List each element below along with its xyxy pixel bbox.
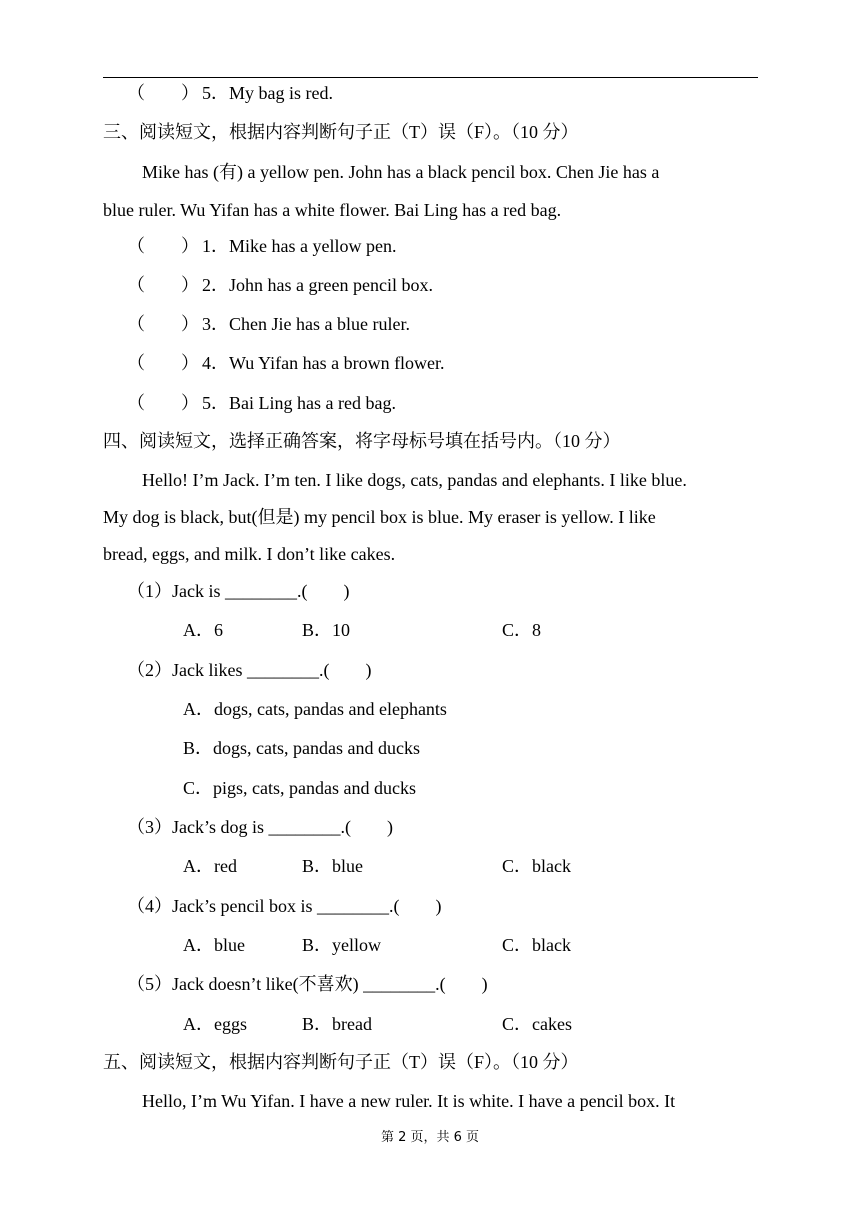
item-text: 2．John has a green pencil box.: [202, 275, 433, 295]
question-stem: （2）Jack likes ________.( ): [127, 660, 372, 680]
question-stem: （5）Jack doesn’t like(不喜欢) ________.( ): [127, 974, 488, 994]
passage-line: My dog is black, but(但是) my pencil box is blue. My eraser is yellow. I like: [103, 507, 656, 527]
answer-blank[interactable]: （ ）: [127, 314, 199, 334]
section-3-heading: 三、阅读短文，根据内容判断句子正（T）误（F）。（10 分）: [103, 122, 579, 142]
option-a: A．6: [183, 620, 223, 640]
passage-line: Mike has (有) a yellow pen. John has a black pencil box. Chen Jie has a: [142, 162, 660, 182]
option-a: A．red: [183, 856, 237, 876]
tf-item: [127, 312, 410, 336]
option-c: C．8: [502, 620, 542, 640]
section-4-heading: 四、阅读短文，选择正确答案，将字母标号填在括号内。（10 分）: [103, 431, 621, 451]
answer-blank[interactable]: （ ）: [127, 353, 199, 373]
tf-item: [127, 81, 333, 105]
option-b: B．dogs, cats, pandas and ducks: [183, 738, 420, 758]
option-c: C．cakes: [502, 1014, 572, 1034]
page-footer: 第 2 页，共 6 页: [380, 1130, 480, 1145]
passage-line: Hello, I’m Wu Yifan. I have a new ruler. It is white. I have a pencil box. It: [142, 1091, 676, 1111]
option-b: B．blue: [302, 856, 363, 876]
item-text: 5．My bag is red.: [202, 83, 333, 103]
header-rule: [103, 77, 758, 78]
item-text: 1．Mike has a yellow pen.: [202, 236, 397, 256]
tf-item: [127, 351, 445, 375]
answer-blank[interactable]: （ ）: [127, 275, 199, 295]
answer-blank[interactable]: （ ）: [127, 393, 199, 413]
answer-blank[interactable]: （ ）: [127, 83, 199, 103]
tf-item: [127, 391, 396, 415]
option-b: B．yellow: [302, 935, 381, 955]
option-a: A．blue: [183, 935, 245, 955]
answer-blank[interactable]: （ ）: [127, 236, 199, 256]
item-text: 5．Bai Ling has a red bag.: [202, 393, 396, 413]
option-a: A．eggs: [183, 1014, 247, 1034]
passage-line: Hello! I’m Jack. I’m ten. I like dogs, cats, pandas and elephants. I like blue.: [142, 470, 687, 490]
passage-line: bread, eggs, and milk. I don’t like cakes.: [103, 544, 396, 564]
tf-item: [127, 273, 433, 297]
item-text: 4．Wu Yifan has a brown flower.: [202, 353, 445, 373]
question-stem: （1）Jack is ________.( ): [127, 581, 350, 601]
option-c: C．black: [502, 935, 571, 955]
question-stem: （3）Jack’s dog is ________.( ): [127, 817, 393, 837]
item-text: 3．Chen Jie has a blue ruler.: [202, 314, 410, 334]
passage-line: blue ruler. Wu Yifan has a white flower. Bai Ling has a red bag.: [103, 200, 562, 220]
option-b: B．10: [302, 620, 351, 640]
question-stem: （4）Jack’s pencil box is ________.( ): [127, 896, 442, 916]
section-5-heading: 五、阅读短文，根据内容判断句子正（T）误（F）。（10 分）: [103, 1052, 579, 1072]
option-a: A．dogs, cats, pandas and elephants: [183, 699, 447, 719]
option-b: B．bread: [302, 1014, 372, 1034]
option-c: C．pigs, cats, pandas and ducks: [183, 778, 416, 798]
tf-item: [127, 234, 396, 258]
option-c: C．black: [502, 856, 571, 876]
